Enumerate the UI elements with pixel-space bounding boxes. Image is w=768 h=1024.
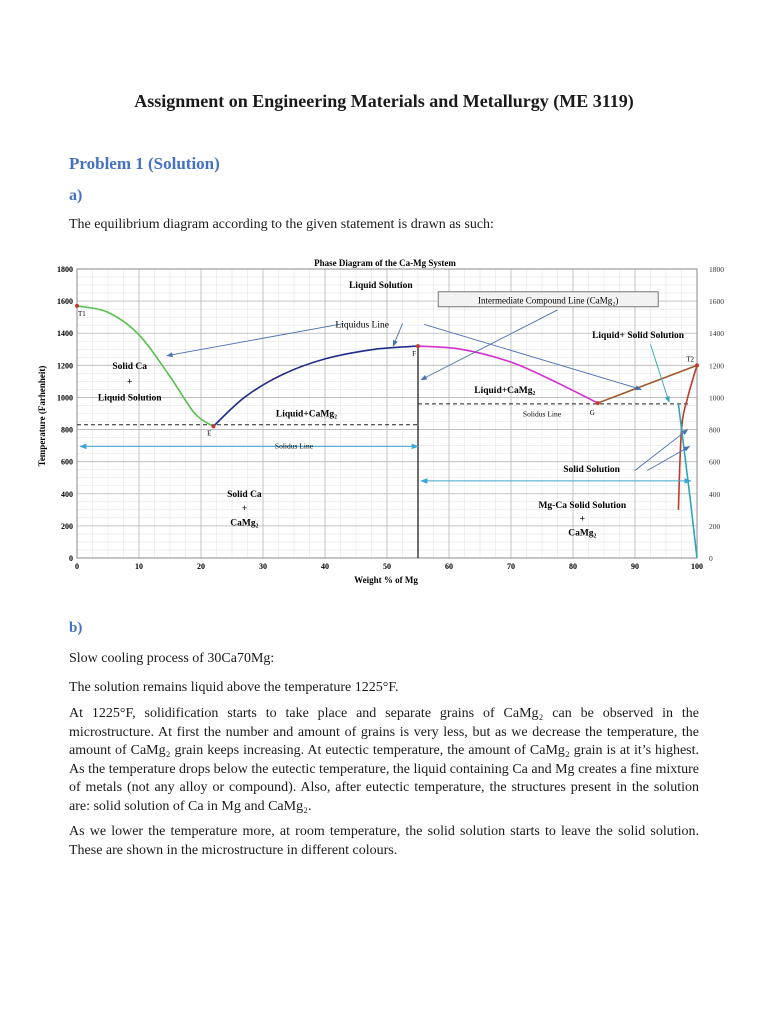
x-tick-label: 20 — [197, 562, 205, 571]
x-axis-label: Weight % of Mg — [354, 575, 418, 585]
y-tick-label-left: 1000 — [57, 393, 73, 403]
annotation-label: Intermediate Compound Line (CaMg₂) — [478, 295, 619, 306]
document-title: Assignment on Engineering Materials and Metallurgy (ME 3119) — [134, 91, 634, 111]
annotation-arrow — [393, 324, 402, 346]
annotation-label: Liquid Solution — [348, 281, 413, 292]
x-tick-label: 80 — [569, 562, 577, 571]
point-label: E — [207, 429, 212, 438]
y-tick-label-left: 0 — [69, 554, 73, 563]
x-tick-label: 50 — [383, 562, 391, 571]
annotation-label: + — [241, 504, 248, 515]
annotation-label: Liquid+CaMg₂ — [275, 409, 337, 420]
annotation-arrow — [421, 310, 557, 380]
point-label: T1 — [78, 309, 86, 318]
part-a-heading: a) — [69, 187, 83, 204]
x-tick-label: 60 — [445, 562, 453, 571]
x-tick-label: 40 — [321, 562, 329, 571]
y-tick-label-left: 400 — [61, 489, 73, 499]
y-tick-label-left: 200 — [61, 521, 73, 531]
point-label: T2 — [686, 355, 694, 364]
part-b-heading: b) — [69, 620, 83, 636]
annotation-label: Liquidus Line — [335, 320, 389, 331]
annotation-label: Liquid Solution — [97, 393, 162, 404]
chart-plot-area — [57, 265, 724, 571]
y-tick-label-right: 1000 — [709, 393, 724, 403]
y-tick-label-right: 400 — [709, 489, 721, 499]
point-marker — [416, 344, 420, 348]
y-tick-label-left: 600 — [61, 457, 73, 467]
point-marker — [695, 363, 699, 367]
annotation-arrow — [167, 324, 344, 356]
x-tick-label: 10 — [135, 562, 143, 571]
chart-title: Phase Diagram of the Ca-Mg System — [314, 258, 456, 268]
y-tick-label-left: 1400 — [57, 329, 73, 339]
point-marker — [596, 401, 600, 405]
paragraph-4: As we lower the temperature more, at room temperature, the solid solution starts to leave the solid solution. These are shown in the microstructure in different colours. — [69, 824, 699, 858]
annotation-label: Liquid+ Solid Solution — [592, 330, 685, 341]
paragraph-3: At 1225°F, solidification starts to take place and separate grains of CaMg₂ can be observed in the microstructure. At first the number and amount of grains is very less, but as we decrease the temperature, the amount of CaMg₂ grain keeps increasing. At eutectic temperature, the amount of CaMg₂ grain is at it’s highest. As the temperature drops below the eutectic temperature, the liquid containing Ca and Mg creates a fine mixture of metals (not any alloy or compound). Also, after eutectic temperature, the structures present in the solution are: solid solution of Ca in Mg and CaMg₂. — [69, 706, 699, 814]
y-tick-label-left: 1600 — [57, 297, 73, 307]
y-tick-label-right: 600 — [709, 457, 721, 467]
y-axis-label: Temperature (Farhenheit) — [37, 365, 47, 467]
annotation-label: Solidus Line — [522, 409, 562, 419]
point-marker — [211, 424, 215, 428]
x-tick-label: 0 — [75, 562, 79, 571]
paragraph-1: Slow cooling process of 30Ca70Mg: — [69, 651, 275, 666]
y-tick-label-right: 1800 — [709, 265, 724, 274]
y-tick-label-right: 0 — [709, 554, 713, 563]
paragraph-2: The solution remains liquid above the temperature 1225°F. — [69, 680, 399, 695]
annotation-label: Solid Ca — [112, 362, 147, 373]
annotation-label: Mg-Ca Solid Solution — [538, 501, 627, 512]
x-tick-label: 30 — [259, 562, 267, 571]
annotation-label: Solid Ca — [227, 489, 262, 500]
y-tick-label-left: 1200 — [57, 361, 73, 371]
y-tick-label-right: 200 — [709, 521, 721, 531]
annotation-label: Solid Solution — [563, 464, 620, 475]
annotation-label: Liquid+CaMg₂ — [474, 386, 536, 397]
annotation-label: + — [579, 514, 586, 525]
annotation-label: Solidus Line — [274, 441, 314, 451]
point-label: G — [589, 409, 595, 418]
y-tick-label-right: 1200 — [709, 361, 724, 371]
x-tick-label: 100 — [691, 562, 703, 571]
phase-diagram-chart — [28, 252, 738, 597]
y-tick-label-right: 800 — [709, 425, 721, 435]
y-tick-label-left: 800 — [61, 425, 73, 435]
y-tick-label-right: 1600 — [709, 297, 724, 307]
y-tick-label-right: 1400 — [709, 329, 724, 339]
x-tick-label: 70 — [507, 562, 515, 571]
intro-text: The equilibrium diagram according to the given statement is drawn as such: — [69, 217, 494, 232]
point-marker — [75, 304, 79, 308]
point-label: F — [412, 350, 416, 359]
annotation-label: + — [126, 377, 133, 388]
annotation-label: CaMg₂ — [568, 528, 597, 539]
x-tick-label: 90 — [631, 562, 639, 571]
annotation-label: CaMg₂ — [230, 518, 259, 529]
problem-heading: Problem 1 (Solution) — [69, 154, 220, 173]
y-tick-label-left: 1800 — [57, 265, 73, 274]
annotation-arrow — [647, 446, 689, 470]
